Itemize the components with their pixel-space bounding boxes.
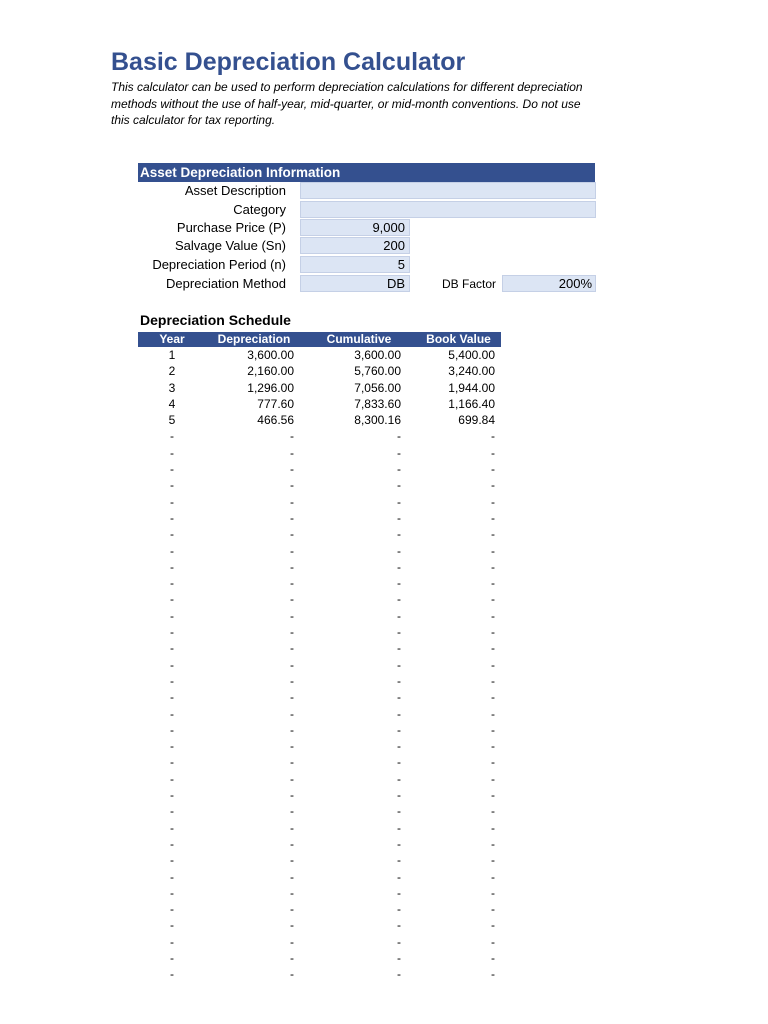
book-value-cell: - (491, 918, 495, 933)
table-row-empty (138, 738, 501, 754)
year-cell: - (170, 462, 174, 477)
header-year: Year (159, 332, 185, 346)
asset-row-category (138, 201, 598, 219)
table-row-empty (138, 934, 501, 950)
table-row-empty (138, 836, 501, 852)
table-row-empty (138, 575, 501, 591)
page-title: Basic Depreciation Calculator (111, 48, 466, 76)
depreciation-cell: - (290, 967, 294, 982)
cumulative-cell: - (397, 755, 401, 770)
depreciation-cell: 777.60 (257, 396, 294, 411)
cumulative-cell: - (397, 641, 401, 656)
cumulative-cell: - (397, 462, 401, 477)
cumulative-cell: - (397, 788, 401, 803)
book-value-cell: - (491, 543, 495, 558)
description-line: This calculator can be used to perform depreciation calculations for different depreciation (111, 80, 583, 94)
table-row-empty (138, 608, 501, 624)
depreciation-cell: - (290, 494, 294, 509)
table-row (138, 412, 501, 428)
cumulative-cell: 3,600.00 (354, 348, 401, 362)
depreciation-cell: - (290, 755, 294, 770)
table-row-empty (138, 803, 501, 819)
depreciation-cell: - (290, 902, 294, 917)
year-cell: 2 (168, 364, 176, 379)
year-cell: - (170, 869, 174, 884)
depreciation-period-label: Depreciation Period (n) (152, 257, 286, 272)
asset-description-label: Asset Description (184, 183, 286, 198)
cumulative-cell: - (397, 885, 401, 900)
book-value-cell: - (491, 934, 495, 949)
year-cell: - (170, 527, 174, 542)
depreciation-cell: - (290, 836, 294, 851)
book-value-cell: - (491, 625, 495, 640)
cumulative-cell: - (397, 804, 401, 819)
cumulative-cell: - (397, 445, 401, 460)
table-row-empty (138, 494, 501, 510)
year-cell: - (170, 690, 174, 705)
cumulative-cell: - (397, 527, 401, 542)
book-value-cell: - (491, 739, 495, 754)
depreciation-cell: - (290, 462, 294, 477)
book-value-cell: - (491, 869, 495, 884)
year-cell: - (170, 445, 174, 460)
cumulative-cell: - (397, 657, 401, 672)
asset-row-depreciation-period (138, 256, 598, 274)
book-value-cell: - (491, 722, 495, 737)
description (111, 79, 631, 129)
book-value-cell: - (491, 771, 495, 786)
table-row-empty (138, 901, 501, 917)
cumulative-cell: - (397, 902, 401, 917)
book-value-cell: 1,944.00 (448, 380, 495, 395)
asset-row-description (138, 182, 598, 200)
depreciation-cell: - (290, 885, 294, 900)
cumulative-cell: - (397, 853, 401, 868)
year-cell: - (170, 853, 174, 868)
depreciation-cell: - (290, 543, 294, 558)
book-value-cell: - (491, 853, 495, 868)
table-row-empty (138, 428, 501, 444)
depreciation-cell: - (290, 690, 294, 705)
table-row-empty (138, 706, 501, 722)
depreciation-cell: - (290, 592, 294, 607)
cumulative-cell: - (397, 950, 401, 965)
db-factor-input[interactable]: 200% (502, 275, 596, 292)
book-value-cell: - (491, 902, 495, 917)
table-row (138, 347, 501, 363)
cumulative-cell: - (397, 836, 401, 851)
year-cell: - (170, 918, 174, 933)
year-cell: - (170, 559, 174, 574)
cumulative-cell: - (397, 429, 401, 444)
schedule-body (138, 347, 501, 983)
table-row-empty (138, 852, 501, 868)
purchase-price-label: Purchase Price (P) (176, 220, 286, 235)
year-cell: - (170, 706, 174, 721)
year-cell: - (170, 885, 174, 900)
table-row-empty (138, 885, 501, 901)
book-value-cell: - (491, 576, 495, 591)
description-line: this calculator for tax reporting. (111, 113, 276, 127)
table-row (138, 363, 501, 379)
header-book-value: Book Value (426, 332, 491, 346)
year-cell: 5 (168, 413, 176, 428)
table-row-empty (138, 917, 501, 933)
cumulative-cell: - (397, 494, 401, 509)
book-value-cell: - (491, 885, 495, 900)
book-value-cell: - (491, 967, 495, 982)
table-row-empty (138, 477, 501, 493)
asset-row-depreciation-method (138, 275, 598, 293)
table-row-empty (138, 820, 501, 836)
cumulative-cell: - (397, 625, 401, 640)
book-value-cell: - (491, 641, 495, 656)
cumulative-cell: - (397, 592, 401, 607)
cumulative-cell: - (397, 934, 401, 949)
cumulative-cell: - (397, 706, 401, 721)
salvage-value-label: Salvage Value (Sn) (174, 238, 286, 253)
cumulative-cell: - (397, 576, 401, 591)
year-cell: - (170, 510, 174, 525)
db-factor-label: DB Factor (442, 277, 497, 291)
depreciation-cell: 466.56 (257, 413, 294, 428)
book-value-cell: 699.84 (458, 413, 495, 428)
table-row (138, 380, 501, 396)
table-row-empty (138, 591, 501, 607)
year-cell: - (170, 543, 174, 558)
depreciation-cell: 2,160.00 (247, 364, 294, 379)
book-value-cell: - (491, 445, 495, 460)
cumulative-cell: - (397, 739, 401, 754)
table-row-empty (138, 771, 501, 787)
year-cell: - (170, 494, 174, 509)
book-value-cell: 5,400.00 (448, 348, 495, 362)
depreciation-cell: - (290, 722, 294, 737)
table-row-empty (138, 950, 501, 966)
depreciation-cell: - (290, 527, 294, 542)
asset-row-salvage-value (138, 237, 598, 255)
depreciation-cell: - (290, 739, 294, 754)
cumulative-cell: - (397, 918, 401, 933)
table-row-empty (138, 754, 501, 770)
depreciation-method-select[interactable]: DB (300, 275, 410, 292)
year-cell: - (170, 739, 174, 754)
purchase-price-input[interactable]: 9,000 (300, 219, 410, 236)
depreciation-cell: - (290, 673, 294, 688)
year-cell: - (170, 836, 174, 851)
book-value-cell: - (491, 494, 495, 509)
book-value-cell: - (491, 527, 495, 542)
depreciation-cell: - (290, 771, 294, 786)
asset-row-purchase-price (138, 219, 598, 237)
depreciation-period-input[interactable]: 5 (300, 256, 410, 273)
year-cell: - (170, 478, 174, 493)
category-input[interactable] (300, 201, 596, 218)
cumulative-cell: - (397, 608, 401, 623)
year-cell: - (170, 722, 174, 737)
year-cell: - (170, 934, 174, 949)
depreciation-cell: - (290, 625, 294, 640)
book-value-cell: 3,240.00 (448, 364, 495, 379)
year-cell: - (170, 804, 174, 819)
cumulative-cell: 7,833.60 (354, 396, 401, 411)
year-cell: - (170, 576, 174, 591)
year-cell: - (170, 592, 174, 607)
table-row-empty (138, 787, 501, 803)
book-value-cell: 1,166.40 (448, 396, 495, 411)
year-cell: - (170, 788, 174, 803)
table-row-empty (138, 657, 501, 673)
depreciation-cell: - (290, 950, 294, 965)
depreciation-cell: - (290, 559, 294, 574)
book-value-cell: - (491, 836, 495, 851)
table-row (138, 396, 501, 412)
salvage-value-input[interactable]: 200 (300, 237, 410, 254)
table-row-empty (138, 461, 501, 477)
cumulative-cell: - (397, 771, 401, 786)
book-value-cell: - (491, 478, 495, 493)
cumulative-cell: - (397, 869, 401, 884)
book-value-cell: - (491, 706, 495, 721)
depreciation-cell: - (290, 869, 294, 884)
depreciation-cell: - (290, 657, 294, 672)
cumulative-cell: 8,300.16 (354, 413, 401, 428)
depreciation-cell: - (290, 576, 294, 591)
year-cell: - (170, 608, 174, 623)
description-line: methods without the use of half-year, mid-quarter, or mid-month conventions. Do not use (111, 96, 581, 111)
book-value-cell: - (491, 788, 495, 803)
depreciation-cell: - (290, 788, 294, 803)
depreciation-cell: - (290, 706, 294, 721)
depreciation-cell: - (290, 820, 294, 835)
year-cell: - (170, 755, 174, 770)
year-cell: - (170, 641, 174, 656)
table-row-empty (138, 640, 501, 656)
book-value-cell: - (491, 608, 495, 623)
year-cell: - (170, 673, 174, 688)
depreciation-cell: - (290, 478, 294, 493)
table-row-empty (138, 624, 501, 640)
year-cell: - (170, 771, 174, 786)
year-cell: 4 (168, 396, 176, 411)
book-value-cell: - (491, 462, 495, 477)
header-cumulative: Cumulative (326, 332, 392, 346)
depreciation-cell: - (290, 429, 294, 444)
asset-description-input[interactable] (300, 182, 596, 199)
table-row-empty (138, 510, 501, 526)
header-depreciation: Depreciation (217, 332, 291, 346)
year-cell: - (170, 625, 174, 640)
cumulative-cell: - (397, 559, 401, 574)
cumulative-cell: - (397, 478, 401, 493)
book-value-cell: - (491, 429, 495, 444)
table-row-empty (138, 966, 501, 982)
depreciation-cell: 3,600.00 (247, 348, 294, 362)
depreciation-schedule-table (138, 332, 501, 983)
table-row-empty (138, 673, 501, 689)
cumulative-cell: 7,056.00 (354, 380, 401, 395)
depreciation-cell: 1,296.00 (247, 380, 294, 395)
year-cell: - (170, 967, 174, 982)
depreciation-cell: - (290, 918, 294, 933)
table-row-empty (138, 689, 501, 705)
table-row-empty (138, 543, 501, 559)
depreciation-cell: - (290, 804, 294, 819)
book-value-cell: - (491, 804, 495, 819)
year-cell: - (170, 902, 174, 917)
schedule-header-row (138, 332, 501, 347)
cumulative-cell: 5,760.00 (354, 364, 401, 379)
table-row-empty (138, 445, 501, 461)
book-value-cell: - (491, 690, 495, 705)
year-cell: - (170, 950, 174, 965)
cumulative-cell: - (397, 722, 401, 737)
year-cell: 3 (168, 380, 176, 395)
table-row-empty (138, 722, 501, 738)
depreciation-cell: - (290, 934, 294, 949)
cumulative-cell: - (397, 820, 401, 835)
book-value-cell: - (491, 673, 495, 688)
cumulative-cell: - (397, 967, 401, 982)
year-cell: - (170, 820, 174, 835)
year-cell: - (170, 429, 174, 444)
book-value-cell: - (491, 820, 495, 835)
depreciation-cell: - (290, 510, 294, 525)
depreciation-cell: - (290, 608, 294, 623)
book-value-cell: - (491, 510, 495, 525)
depreciation-cell: - (290, 853, 294, 868)
asset-info-header: Asset Depreciation Information (138, 163, 595, 182)
cumulative-cell: - (397, 543, 401, 558)
depreciation-cell: - (290, 445, 294, 460)
year-cell: 1 (168, 348, 176, 362)
table-row-empty (138, 869, 501, 885)
depreciation-method-label: Depreciation Method (166, 276, 286, 291)
cumulative-cell: - (397, 690, 401, 705)
book-value-cell: - (491, 559, 495, 574)
year-cell: - (170, 657, 174, 672)
cumulative-cell: - (397, 673, 401, 688)
category-label: Category (233, 202, 286, 217)
book-value-cell: - (491, 755, 495, 770)
table-row-empty (138, 526, 501, 542)
book-value-cell: - (491, 657, 495, 672)
cumulative-cell: - (397, 510, 401, 525)
schedule-title: Depreciation Schedule (140, 312, 291, 328)
book-value-cell: - (491, 950, 495, 965)
book-value-cell: - (491, 592, 495, 607)
table-row-empty (138, 559, 501, 575)
depreciation-cell: - (290, 641, 294, 656)
